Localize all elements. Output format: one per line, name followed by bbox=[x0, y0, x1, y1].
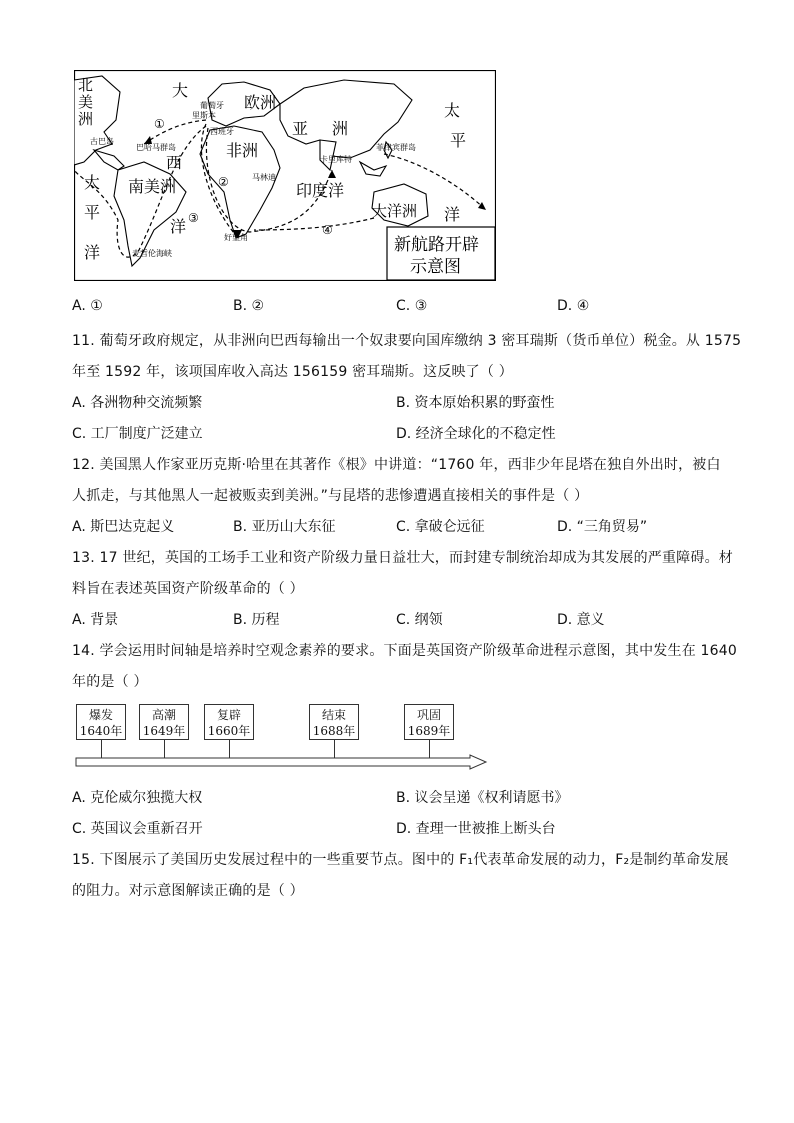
q12-stem-line-1: 12. 美国黑人作家亚历克斯·哈里在其著作《根》中讲道：“1760 年，西非少年昆塔在独自外出时，被白 bbox=[72, 457, 721, 473]
q12-stem-line-2: 人抓走，与其他黑人一起被贩卖到美洲。”与昆塔的悲惨遭遇直接相关的事件是（ ） bbox=[72, 488, 589, 504]
q12-option-b[interactable]: B. 亚历山大东征 bbox=[233, 519, 336, 535]
map-title-line-1: 新航路开辟 bbox=[394, 235, 479, 254]
timeline-box-outbreak: 爆发 1640年 bbox=[76, 704, 126, 740]
label-yang-right: 洋 bbox=[444, 207, 461, 224]
q14-stem-line-1: 14. 学会运用时间轴是培养时空观念素养的要求。下面是英国资产阶级革命进程示意图，其中发生在 1640 bbox=[72, 643, 737, 659]
q10-option-b[interactable]: B. ② bbox=[233, 298, 265, 314]
label-ping-left: 平 bbox=[84, 205, 101, 222]
label-da: 大 bbox=[172, 83, 189, 100]
label-spain: 西班牙 bbox=[210, 127, 234, 136]
route-3-marker: ③ bbox=[188, 211, 199, 225]
label-north-america: 北 美 洲 bbox=[78, 78, 94, 128]
timeline-box-climax: 高潮 1649年 bbox=[139, 704, 189, 740]
q11-option-c[interactable]: C. 工厂制度广泛建立 bbox=[72, 426, 203, 442]
label-cuba: 古巴岛 bbox=[90, 137, 114, 146]
q12-option-a[interactable]: A. 斯巴达克起义 bbox=[72, 519, 175, 535]
label-lisbon: 里斯本 bbox=[192, 111, 216, 120]
q13-stem-line-1: 13. 17 世纪，英国的工场手工业和资产阶级力量日益壮大，而封建专制统治却成为其发展的严重障碍。材 bbox=[72, 550, 733, 566]
label-philippines: 菲律宾群岛 bbox=[376, 143, 416, 152]
q10-option-d[interactable]: D. ④ bbox=[557, 298, 590, 314]
q14-option-a[interactable]: A. 克伦威尔独揽大权 bbox=[72, 790, 203, 806]
label-asia-ya: 亚 bbox=[292, 121, 309, 138]
timeline-box-consolidation: 巩固 1689年 bbox=[404, 704, 454, 740]
q10-option-a[interactable]: A. ① bbox=[72, 298, 103, 314]
timeline-box-restoration: 复辟 1660年 bbox=[204, 704, 254, 740]
q11-option-d[interactable]: D. 经济全球化的不稳定性 bbox=[396, 426, 556, 442]
label-malindi: 马林迪 bbox=[252, 173, 276, 182]
label-africa: 非洲 bbox=[226, 143, 259, 160]
q14-option-b[interactable]: B. 议会呈递《权利请愿书》 bbox=[396, 790, 569, 806]
q11-option-b[interactable]: B. 资本原始积累的野蛮性 bbox=[396, 395, 555, 411]
q14-option-d[interactable]: D. 查理一世被推上断头台 bbox=[396, 821, 556, 837]
timeline-axis-arrow bbox=[72, 754, 492, 770]
revolution-timeline bbox=[72, 704, 492, 776]
q12-option-d[interactable]: D. “三角贸易” bbox=[557, 519, 648, 535]
map-title-line-2: 示意图 bbox=[410, 257, 461, 276]
label-magellan: 麦哲伦海峡 bbox=[132, 249, 172, 258]
q13-option-b[interactable]: B. 历程 bbox=[233, 612, 280, 628]
new-sea-routes-map bbox=[74, 70, 496, 281]
label-europe: 欧洲 bbox=[244, 95, 277, 112]
q10-option-c[interactable]: C. ③ bbox=[396, 298, 428, 314]
label-tai-right: 太 bbox=[444, 103, 461, 120]
label-oceania: 大洋洲 bbox=[372, 204, 418, 220]
q13-option-c[interactable]: C. 纲领 bbox=[396, 612, 443, 628]
label-bahamas: 巴哈马群岛 bbox=[136, 143, 176, 152]
q15-stem-line-1: 15. 下图展示了美国历史发展过程中的一些重要节点。图中的 F₁代表革命发展的动力，F₂是制约革命发展 bbox=[72, 852, 729, 868]
q11-stem-line-1: 11. 葡萄牙政府规定，从非洲向巴西每输出一个奴隶要向国库缴纳 3 密耳瑞斯（货币单位）税金。从 1575 bbox=[72, 333, 742, 349]
label-tai-left: 太 bbox=[84, 175, 101, 192]
label-calicut: 卡里库特 bbox=[320, 155, 352, 164]
q11-option-a[interactable]: A. 各洲物种交流频繁 bbox=[72, 395, 203, 411]
route-1-marker: ① bbox=[154, 117, 165, 131]
q14-stem-line-2: 年的是（ ） bbox=[72, 674, 148, 690]
q15-stem-line-2: 的阻力。对示意图解读正确的是（ ） bbox=[72, 883, 304, 899]
q13-stem-line-2: 料旨在表述英国资产阶级革命的（ ） bbox=[72, 581, 304, 597]
q14-option-c[interactable]: C. 英国议会重新召开 bbox=[72, 821, 203, 837]
timeline-box-end: 结束 1688年 bbox=[309, 704, 359, 740]
q11-stem-line-2: 年至 1592 年，该项国库收入高达 156159 密耳瑞斯。这反映了（ ） bbox=[72, 364, 513, 380]
label-asia-zhou: 洲 bbox=[332, 121, 349, 138]
label-south-america: 南美洲 bbox=[128, 179, 177, 196]
label-indian-ocean: 印度洋 bbox=[296, 183, 345, 200]
q13-option-d[interactable]: D. 意义 bbox=[557, 612, 605, 628]
route-4-marker: ④ bbox=[322, 223, 333, 237]
q12-option-c[interactable]: C. 拿破仑远征 bbox=[396, 519, 485, 535]
label-ping-right: 平 bbox=[450, 133, 467, 150]
label-atlantic-yang: 洋 bbox=[170, 219, 187, 236]
label-xi: 西 bbox=[166, 155, 183, 172]
q13-option-a[interactable]: A. 背景 bbox=[72, 612, 119, 628]
route-2-marker: ② bbox=[218, 175, 229, 189]
label-portugal: 葡萄牙 bbox=[200, 101, 224, 110]
label-yang-left: 洋 bbox=[84, 245, 101, 262]
label-cape: 好望角 bbox=[224, 233, 248, 242]
